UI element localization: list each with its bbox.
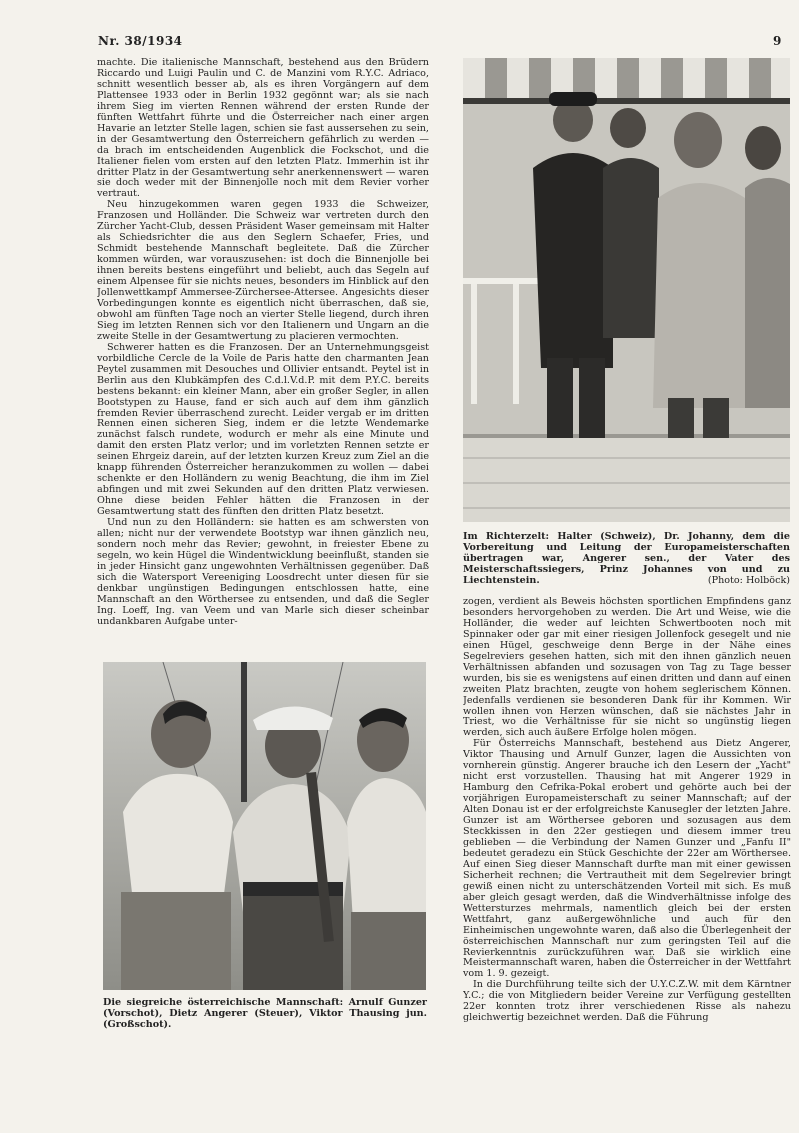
photo-winning-team	[103, 662, 426, 990]
right-text-column	[463, 597, 791, 1057]
issue-number: Nr. 38/1934	[98, 34, 183, 48]
right-paragraph-1: zogen, verdient als Beweis höchsten sportlichen Empfindens ganz besonders hervorgehoben zu werden. Die Art und Weise, wie die Holländer, die weder auf leichten Schwertbooten noch mit Spinnaker oder gar mit einer riesigen Jollenfock gesegelt und nie einen Hügel, geschweige denn Berge in der Nähe eines Segelreviers gesehen hatten, sich mit den ihnen gänzlich neuen Verhältnissen abfanden und sozusagen von Tag zu Tage besser wurden, bis sie es wenigstens auf einen dritten und dann auf einen zweiten Platz brachten, zeugte von hohem seglerischem Können. Jedenfalls verdienen sie besonderen Dank für ihr Kommen. Wir wollen ihnen von Herzen wünschen, daß sie nächstes Jahr in Triest, wo die Verhältnisse für sie nicht so ungünstig liegen werden, sich auch äußere Erfolge holen mögen.	[463, 597, 791, 739]
page-number: 9	[773, 34, 782, 48]
right-paragraph-3: In die Durchführung teilte sich der U.Y.C.Z.W. mit dem Kärntner Y.C.; die von Mitgliedern beider Vereine zur Verfügung gestellten 22er konnten trotz ihrer verschiedenen Risse als nahezu gleichwertig bezeichnet werden. Daß die Führung	[463, 979, 791, 1024]
left-paragraph-2: Neu hinzugekommen waren gegen 1933 die Schweizer, Franzosen und Holländer. Die Schweiz war vertreten durch den Zürcher Yacht-Club, dessen Präsident Waser gemeinsam mit Halter als Schiedsrichter die aus den Seglern Schaefer, Fries, und Schmidt bestehende Mannschaft begleitete. Daß die Zürcher kommen würden, war vorauszusehen: ist doch die Binnenjolle bei ihnen bereits bestens eingeführt und beliebt, auch das Segeln auf einem Alpensee für sie nichts neues, besonders im Hinblick auf den Jollenwettkampf Ammersee-Zürchersee-Attersee. Angesichts dieser Vorbedingungen konnte es eigentlich nicht überraschen, daß sie, obwohl am fünften Tage noch an vierter Stelle liegend, durch ihren Sieg im letzten Rennen sich vor den Italienern und Ungarn an die zweite Stelle in der Gesamtwertung zu placieren vermochten.	[97, 199, 429, 342]
caption-judges-text: Im Richterzelt: Halter (Schweiz), Dr. Johanny, dem die Vorbereitung und Leitung der Europameisterschaften übertragen war, Angerer sen., der Vater des Meisterschaftssiegers, Prinz Johannes von und zu Liechtenstein.	[463, 531, 790, 586]
left-text-column	[97, 58, 429, 658]
photo-credit: (Photo: Holböck)	[707, 575, 790, 586]
photo-judges-tent	[463, 58, 790, 522]
caption-winning-team: Die siegreiche österreichische Mannschaft: Arnulf Gunzer (Vorschot), Dietz Angerer (Steuer), Viktor Thausing jun. (Großschot).	[103, 997, 427, 1030]
right-paragraph-2: Für Österreichs Mannschaft, bestehend aus Dietz Angerer, Viktor Thausing und Arnulf Gunzer, lagen die Aussichten von vornherein günstig. Angerer brauche ich den Lesern der „Yacht" nicht erst vorzustellen. Thausing hat mit Angerer 1929 in Hamburg den Cefrika-Pokal erobert und gehörte auch bei der vorjährigen Europameisterschaft zu seiner Mannschaft; auf der Alten Donau ist er der erfolgreichste Kanusegler der letzten Jahre. Gunzer ist am Wörthersee geboren und sozusagen aus dem Steckkissen in den 22er gestiegen und diesem immer treu geblieben — die Verbindung der Namen Gunzer und „Fanfu II" bedeutet geradezu ein Stück Geschichte der 22er am Wörthersee. Auf einen Sieg dieser Mannschaft durfte man mit einer gewissen Sicherheit rechnen; die Vertrautheit mit dem Segelrevier bringt gewiß einen nicht zu unterschätzenden Vorteil mit sich. Es muß aber gleich gesagt werden, daß die Windverhältnisse infolge des Wettersturzes mehrmals, namentlich gleich bei der ersten Wettfahrt, ganz außergewöhnliche und auch für den Einheimischen ungewohnte waren, daß also die Überlegenheit der österreichischen Mannschaft nur zum geringsten Teil auf die Revierkenntnis zurückzuführen war. Daß sie wirklich eine Meistermannschaft waren, haben die Österreicher in der Wettfahrt vom 1. 9. gezeigt.	[463, 738, 791, 980]
left-paragraph-1: machte. Die italienische Mannschaft, bestehend aus den Brüdern Riccardo und Luigi Paulin und C. de Manzini vom R.Y.C. Adriaco, schnitt wesentlich besser ab, als es ihren Vorgängern auf dem Plattensee 1933 oder in Berlin 1932 gegönnt war; als sie nach ihrem Sieg im vierten Rennen während der ersten Runde der fünften Wettfahrt führte und die Österreicher nach einer argen Havarie an letzter Stelle lagen, schien sie fast aussersehen zu sein, in der Gesamtwertung den Österreichern gefährlich zu werden — da brach im entscheidenden Augenblick die Fockschot, und die Italiener fielen vom ersten auf den letzten Platz. Immerhin ist ihr dritter Platz in der Gesamtwertung sehr anerkennenswert — waren sie doch weder mit der Binnenjolle noch mit dem Revier vorher vertraut.	[97, 58, 429, 200]
judges-photo-illustration	[463, 58, 790, 522]
left-paragraph-3: Schwerer hatten es die Franzosen. Der an Unternehmungsgeist vorbildliche Cercle de la Voile de Paris hatte den charmanten Jean Peytel zusammen mit Desouches und Ollivier entsandt. Peytel ist in Berlin aus den Klubkämpfen des C.d.l.V.d.P. mit dem P.Y.C. bereits bestens bekannt: ein kleiner Mann, aber ein großer Segler, in allen Bootstypen zu Hause, fand er sich auch auf dem ihm gänzlich fremden Revier überraschend zurecht. Leider vergab er im dritten Rennen einen sicheren Sieg, indem er die letzte Wendemarke zunächst falsch rundete, wodurch er mehr als eine Minute und damit den ersten Platz verlor; und im vorletzten Rennen setzte er seinen Ehrgeiz darein, auf der letzten kurzen Kreuz zum Ziel an die knapp führenden Österreicher heranzukommen zu wollen — dabei schenkte er den Holländern zu wenig Beachtung, die ihm im Ziel abfingen und mit zwei Sekunden auf den dritten Platz verwiesen. Ohne diese beiden Fehler hätten die Franzosen in der Gesamtwertung statt des fünften den dritten Platz besetzt.	[97, 341, 429, 518]
left-paragraph-4: Und nun zu den Holländern: sie hatten es am schwersten von allen; nicht nur der verwendete Bootstyp war ihnen gänzlich neu, sondern noch mehr das Revier; gewohnt, in freiester Ebene zu segeln, wo kein Hügel die Windentwicklung beeinflußt, standen sie in jeder Hinsicht ganz ungewohnten Verhältnissen gegenüber. Daß sich die Watersport Vereeniging Loosdrecht unter diesen für sie denkbar ungünstigen Bedingungen entschlossen hatte, eine Mannschaft an den Wörthersee zu entsenden, und daß die Segler Ing. Loeff, Ing. van Veem und van Marle sich dieser scheinbar undankbaren Aufgabe unter-	[97, 517, 429, 627]
caption-judges-tent	[463, 531, 790, 586]
team-photo-illustration	[103, 662, 426, 990]
